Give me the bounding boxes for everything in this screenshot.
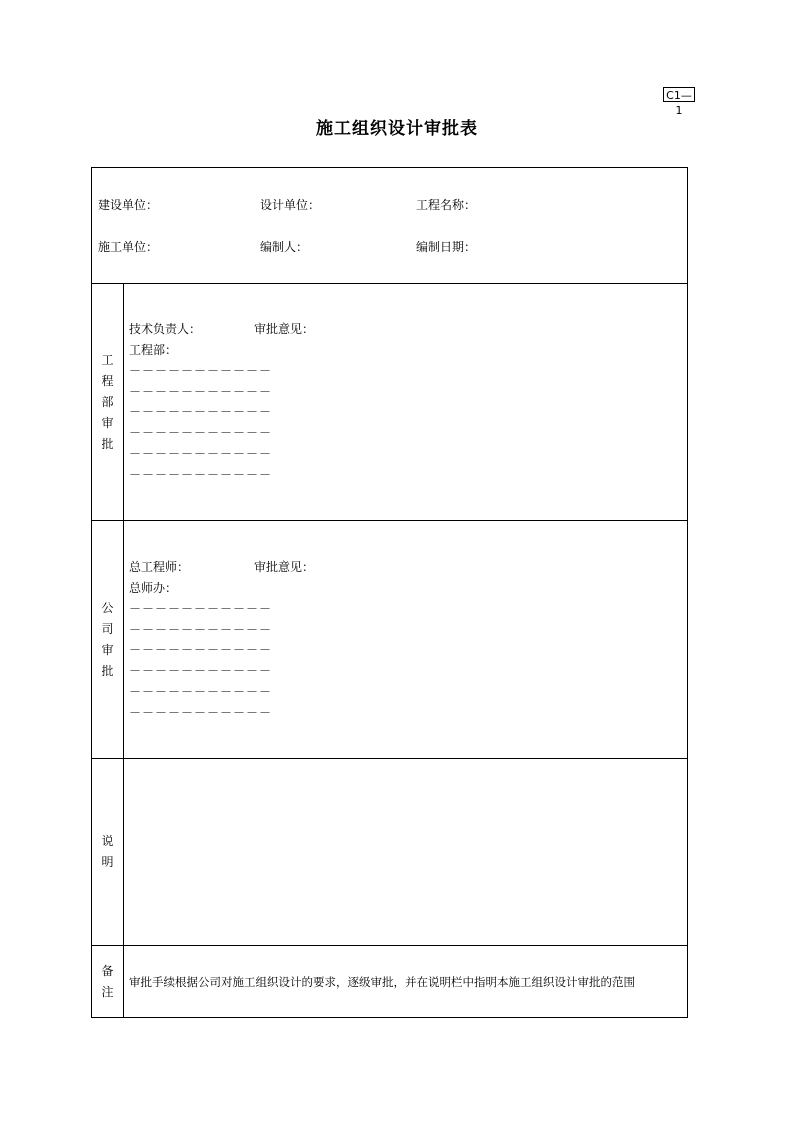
chief-engineer-label: 总工程师：	[129, 560, 190, 574]
divider	[92, 520, 687, 521]
project-name-label: 工程名称：	[416, 198, 477, 212]
form-code: C1—1	[663, 87, 695, 102]
company-approval-side-label: 公 司 审 批	[101, 601, 114, 678]
dash-line: －－－－－－－－－－－	[129, 385, 273, 399]
divider	[92, 283, 687, 284]
construct-unit-label: 施工单位：	[98, 240, 159, 254]
tech-lead-label: 技术负责人：	[129, 322, 202, 336]
dash-line: －－－－－－－－－－－	[129, 426, 273, 440]
dash-line: －－－－－－－－－－－	[129, 364, 273, 378]
dash-line: －－－－－－－－－－－	[129, 643, 273, 657]
explain-side-label: 说 明	[101, 834, 114, 869]
label-column-divider	[123, 283, 124, 1017]
dash-line: －－－－－－－－－－－	[129, 602, 273, 616]
build-unit-label: 建设单位：	[98, 198, 159, 212]
divider	[92, 945, 687, 946]
company-opinion-label: 审批意见：	[254, 560, 315, 574]
divider	[92, 758, 687, 759]
dash-line: －－－－－－－－－－－	[129, 405, 273, 419]
dash-line: －－－－－－－－－－－	[129, 664, 273, 678]
compile-date-label: 编制日期：	[416, 240, 477, 254]
dept-opinion-label: 审批意见：	[254, 322, 315, 336]
dash-line: －－－－－－－－－－－	[129, 468, 273, 482]
compiler-label: 编制人：	[260, 240, 309, 254]
office-label: 总师办：	[129, 581, 178, 595]
dept-label: 工程部：	[129, 343, 178, 357]
design-unit-label: 设计单位：	[260, 198, 321, 212]
dept-approval-side-label: 工 程 部 审 批	[101, 353, 114, 451]
approval-form	[91, 167, 688, 1018]
dash-line: －－－－－－－－－－－	[129, 447, 273, 461]
page-title: 施工组织设计审批表	[316, 119, 478, 139]
remark-text: 审批手续根据公司对施工组织设计的要求，逐级审批，并在说明栏中指明本施工组织设计审批的范围	[129, 975, 635, 989]
dash-line: －－－－－－－－－－－	[129, 623, 273, 637]
dash-line: －－－－－－－－－－－	[129, 706, 273, 720]
remark-side-label: 备 注	[101, 964, 114, 999]
dash-line: －－－－－－－－－－－	[129, 685, 273, 699]
